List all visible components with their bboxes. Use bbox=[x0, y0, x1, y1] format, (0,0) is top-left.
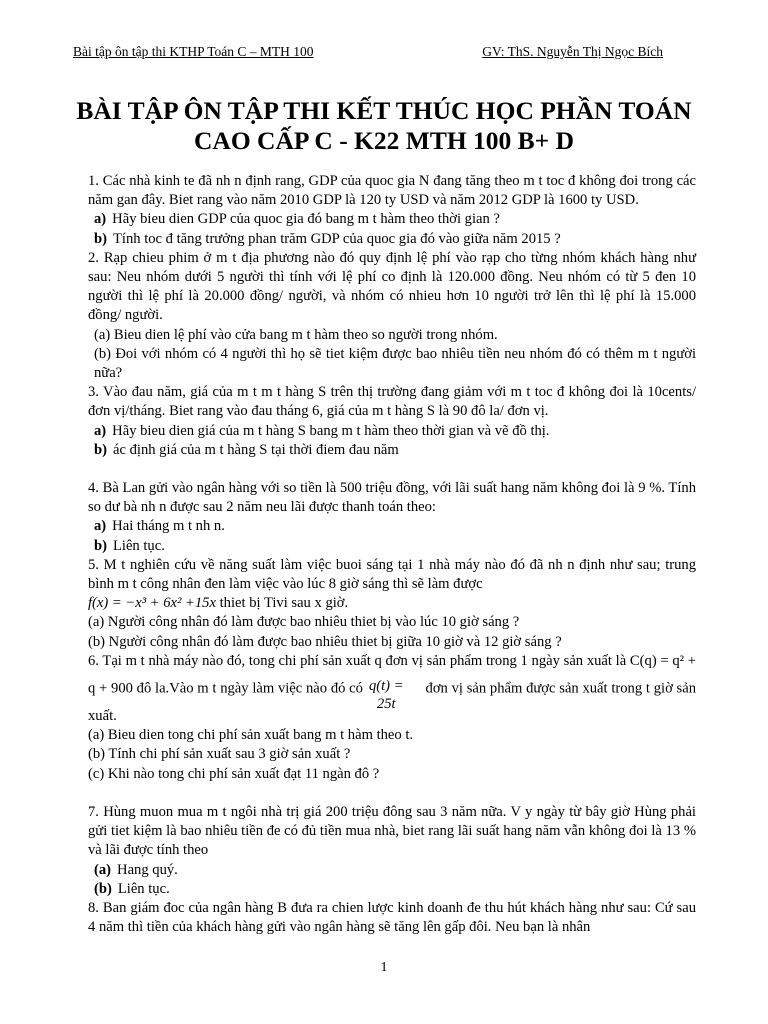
question-7-a: (a) Hang quý. bbox=[94, 861, 178, 878]
question-4-a: a) Hai tháng m t nh n. bbox=[94, 518, 225, 535]
exercise-list bbox=[88, 172, 696, 937]
question-6-b: (b) Tính chi phí sản xuất sau 3 giờ sản xuất ? bbox=[88, 746, 351, 763]
question-1-a: a) Hãy bieu dien GDP của quoc gia đó bang m t hàm theo thời gian ? bbox=[94, 211, 500, 228]
question-1: 1. Các nhà kinh te đã nh n định rang, GDP của quoc gia N đang tăng theo m t toc đ không đoi trong các năm gan đây. Biet rang vào năm 2010 GDP là 120 ty USD và năm 2012 GDP là 1600 ty USD. bbox=[88, 173, 696, 209]
question-5-a: (a) Người công nhân đó làm được bao nhiêu thiet bị vào lúc 10 giờ sáng ? bbox=[88, 614, 520, 631]
page-title bbox=[40, 96, 728, 156]
title-line-2: CAO CẤP C - K22 MTH 100 B+ D bbox=[193, 126, 575, 155]
question-3-a: a) Hãy bieu dien giá của m t hàng S bang m t hàm theo thời gian và vẽ đồ thị. bbox=[94, 422, 550, 439]
question-6-a: (a) Bieu dien tong chi phí sản xuất bang m t hàm theo t. bbox=[88, 727, 414, 744]
header-teacher: GV: ThS. Nguyễn Thị Ngọc Bích bbox=[482, 44, 663, 59]
question-3: 3. Vào đau năm, giá của m t m t hàng S trên thị trường đang giảm với m t toc đ không đoi là 10cents/đơn vị/tháng. Biet rang vào đau tháng 6, giá của m t hàng S là 90 đô la/ đơn vị. bbox=[88, 384, 696, 420]
question-4: 4. Bà Lan gửi vào ngân hàng với so tiền là 500 triệu đồng, với lãi suất hang năm không đoi là 9 %. Tính so dư bà nh n được sau 2 năm neu lãi được thanh toán theo: bbox=[88, 480, 696, 516]
spacer bbox=[88, 460, 696, 479]
title-line-1: BÀI TẬP ÔN TẬP THI KẾT THÚC HỌC PHẦN TOÁN bbox=[76, 96, 692, 125]
question-5-b: (b) Người công nhân đó làm được bao nhiêu thiet bị giữa 10 giờ và 12 giờ sáng ? bbox=[88, 633, 562, 650]
question-2: 2. Rạp chieu phim ở m t địa phương nào đó quy định lệ phí vào rạp cho từng nhóm khách hàng như sau: Neu nhóm dưới 5 người thì tính với lệ phí co định là 120.000 đồng. Neu nhóm có từ 5 đen 10 người thì lệ phí là 20.000 đồng/ người, và nhóm có nhieu hơn 10 người trở lên thì lệ phí là 15.000 đồng/ người. bbox=[88, 249, 696, 324]
question-5: 5. M t nghiên cứu về năng suất làm việc buoi sáng tại 1 nhà máy nào đó đã nh n định như sau; trung bình m t công nhân đen làm việc vào lúc 8 giờ sáng thì sẽ làm được bbox=[88, 556, 696, 593]
question-5-formula-line: f(x) = −x³ + 6x² +15x thiet bị Tivi sau x giờ. bbox=[88, 595, 349, 612]
question-7: 7. Hùng muon mua m t ngôi nhà trị giá 200 triệu đông sau 3 năm nữa. V y ngày từ bây giờ Hùng phải gửi tiet kiệm là bao nhiêu tiền đe có đủ tiền mua nhà, biet rang lãi suất hang năm vẫn không đoi là 13 % và lãi được tính theo bbox=[88, 803, 696, 859]
question-8: 8. Ban giám đoc của ngân hàng B đưa ra chien lược kinh doanh đe thu hút khách hàng như sau: Cứ sau 4 năm thì tiền của khách hàng gửi vào ngân hàng sẽ tăng lên gấp đôi. Neu bạn là nhân bbox=[88, 899, 696, 936]
question-3-b: b) ác định giá của m t hàng S tại thời điem đau năm bbox=[94, 441, 399, 458]
formula-q-of-t: q(t) = 25t bbox=[368, 678, 404, 713]
question-1-b: b) Tính toc đ tăng trưởng phan trăm GDP của quoc gia đó vào giữa năm 2015 ? bbox=[94, 230, 561, 247]
question-2-b: (b) Đoi với nhóm có 4 người thì họ sẽ tiet kiệm được bao nhiêu tiền neu nhóm đó có thêm m t người nữa? bbox=[94, 345, 696, 382]
question-6-c: (c) Khi nào tong chi phí sản xuất đạt 11 ngàn đô ? bbox=[88, 765, 380, 782]
formula-f: f(x) = −x³ + 6x² +15x bbox=[88, 595, 216, 612]
question-6: 6. Tại m t nhà máy nào đó, tong chi phí sản xuất q đơn vị sản phẩm trong 1 ngày sản xuất là C(q) = q² + q + 900 đô la.Vào m t ngày làm việc nào đó có q(t) = 25t đơn vị sản phẩm được sản xuất trong t giờ sản xuất. bbox=[88, 652, 696, 725]
question-2-a: (a) Bieu dien lệ phí vào cửa bang m t hàm theo so người trong nhóm. bbox=[94, 326, 498, 343]
header-course: Bài tập ôn tập thi KTHP Toán C – MTH 100 bbox=[73, 44, 314, 59]
page-header bbox=[73, 44, 663, 60]
question-7-b: (b) Liên tục. bbox=[94, 880, 170, 897]
page-number: 1 bbox=[380, 960, 388, 975]
question-4-b: b) Liên tục. bbox=[94, 537, 165, 554]
spacer bbox=[88, 784, 696, 803]
